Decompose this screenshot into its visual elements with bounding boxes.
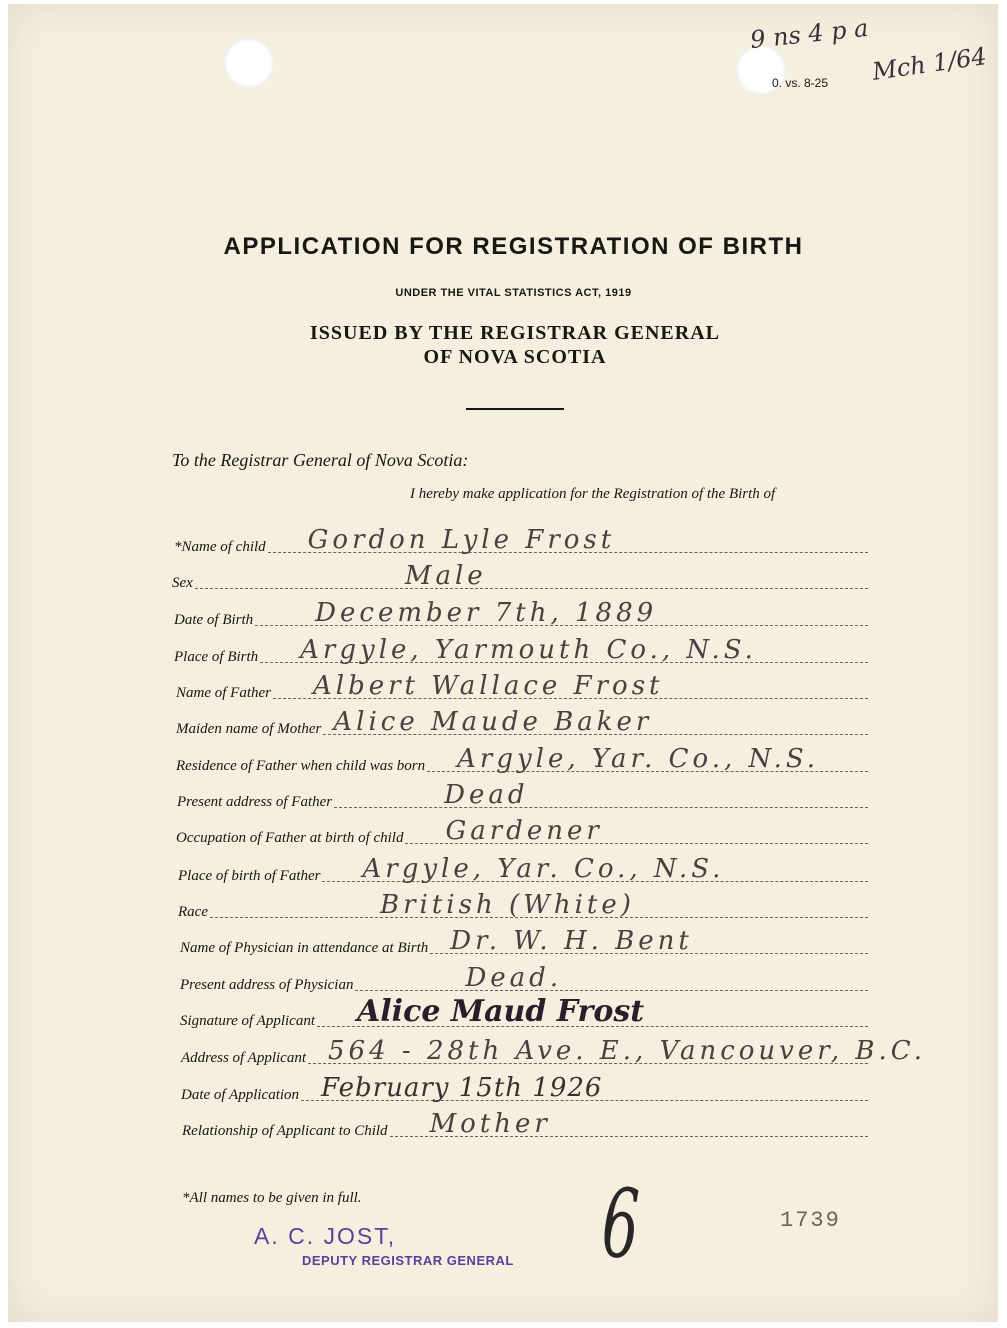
divider [466,408,564,410]
field-present-address-of-father [177,780,868,815]
field-value: Albert Wallace Frost [313,671,664,701]
field-label: *Name of child [174,539,266,555]
form-number: 0. vs. 8-25 [772,76,829,90]
margin-mark: 6 [599,1166,642,1282]
stamp-name: A. C. JOST, [254,1223,397,1249]
field-value: Argyle, Yar. Co., N.S. [362,854,725,884]
field-relationship-of-applicant [182,1109,868,1144]
issuer-line: OF NOVA SCOTIA [423,346,607,368]
field-place-of-birth [174,635,868,670]
field-date-of-application [181,1073,868,1108]
field-label: Sex [172,575,193,591]
field-label: Place of Birth [174,649,259,665]
form-title: APPLICATION FOR REGISTRATION OF BIRTH [223,233,804,260]
field-name-of-child [174,525,868,560]
form-subtitle: UNDER THE VITAL STATISTICS ACT, 1919 [395,287,632,299]
field-maiden-name-of-mother [176,707,868,742]
intro-text: I hereby make application for the Registration of the Birth of [410,486,776,502]
field-value: Dead [444,780,529,810]
field-value: Alice Maude Baker [333,707,653,737]
field-label: Residence of Father when child was born [176,758,426,774]
field-label: Occupation of Father at birth of child [176,830,404,846]
signature: Alice Maud Frost [357,994,645,1029]
field-value: Mother [429,1109,551,1139]
field-value: Gardener [445,816,603,846]
field-label: Name of Physician in attendance at Birth [180,940,429,956]
field-value: British (White) [379,890,635,920]
footnote: *All names to be given in full. [182,1190,362,1206]
field-value: Dead. [465,963,563,993]
field-value: Gordon Lyle Frost [307,525,616,555]
field-label: Date of Birth [174,612,254,628]
field-date-of-birth [174,598,868,633]
field-value: 564 - 28th Ave. E., Vancouver, B.C. [328,1036,926,1066]
corner-note: Mch 1/64 [870,42,989,86]
field-label: Signature of Applicant [180,1013,315,1029]
stamp-title: DEPUTY REGISTRAR GENERAL [302,1253,514,1268]
field-value: Dr. W. H. Bent [450,926,693,956]
field-name-of-physician [180,926,868,961]
field-value: Argyle, Yarmouth Co., N.S. [300,635,757,665]
field-label: Relationship of Applicant to Child [182,1123,388,1139]
field-label: Race [178,904,208,920]
field-race [178,890,868,925]
field-occupation-of-father [176,816,868,851]
field-sex [172,561,868,596]
field-signature-of-applicant [180,994,868,1034]
field-value: December 7th, 1889 [315,598,658,628]
field-label: Present address of Father [177,794,333,810]
field-name-of-father [176,671,868,706]
field-address-of-applicant [181,1036,926,1071]
field-residence-of-father [176,744,868,779]
field-label: Address of Applicant [181,1050,306,1066]
field-value: February 15th 1926 [321,1073,603,1103]
field-label: Place of birth of Father [178,868,321,884]
salutation: To the Registrar General of Nova Scotia: [172,450,469,470]
field-label: Date of Application [181,1087,300,1103]
serial-number: 1739 [780,1208,841,1233]
field-label: Maiden name of Mother [176,721,322,737]
corner-note: 9 ns 4 p a [748,13,870,55]
field-value: Male [404,561,487,591]
field-value: Argyle, Yar. Co., N.S. [457,744,820,774]
issuer-line: ISSUED BY THE REGISTRAR GENERAL [310,322,720,344]
field-label: Name of Father [176,685,271,701]
field-label: Present address of Physician [180,977,354,993]
field-place-of-birth-of-father [178,854,868,889]
punch-hole [224,38,274,88]
